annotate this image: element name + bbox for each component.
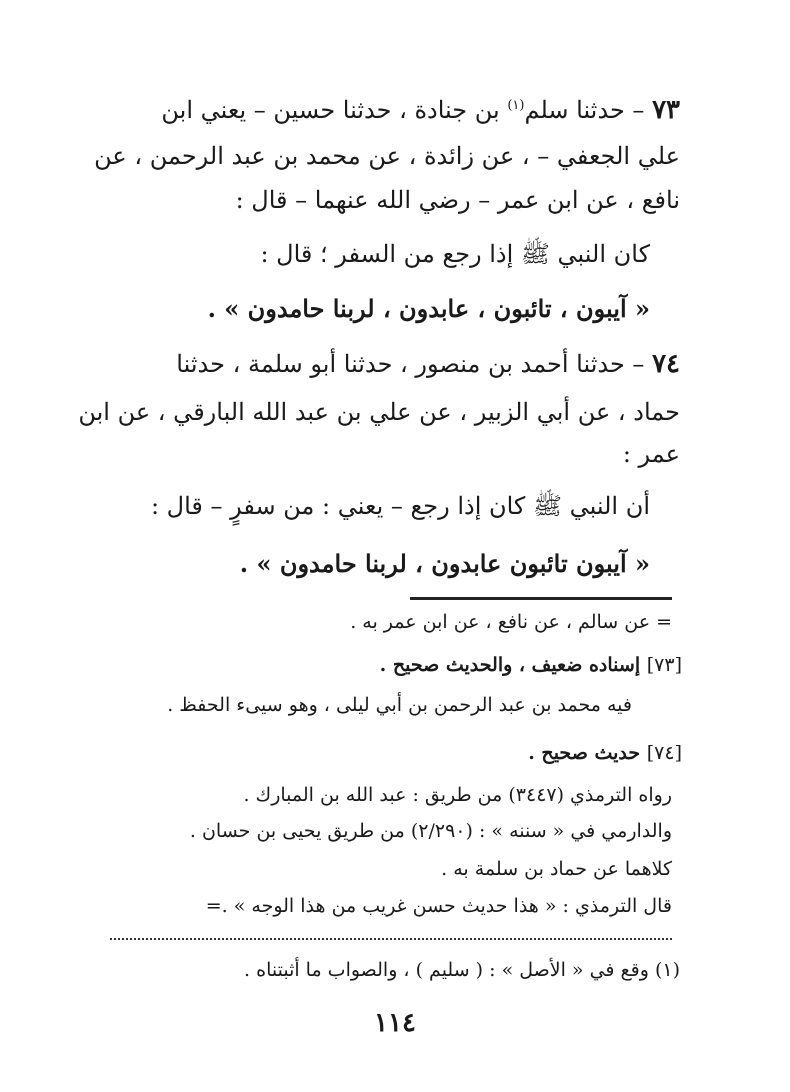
grading: حديث صحيح . <box>528 742 647 764</box>
footnote-ref: [٧٣] <box>646 654 682 676</box>
hadith-74-line-3: عمر : <box>622 440 680 468</box>
footnote-74-line-3: كلاهما عن حماد بن سلمة به . <box>441 858 672 880</box>
hadith-73-line-3: نافع ، عن ابن عمر – رضي الله عنهما – قال : <box>235 186 680 214</box>
footnote-73-heading <box>380 652 682 678</box>
endnote-1: (١) وقع في « الأصل » : ( سليم ) ، والصواب ما أثبتناه . <box>244 959 680 981</box>
hadith-74-line-2: حماد ، عن أبي الزبير ، عن علي بن عبد الله البارقي ، عن ابن <box>78 398 680 426</box>
hadith-number: ٧٤ <box>652 349 680 379</box>
hadith-text: – حدثنا سلم <box>524 96 653 124</box>
grading: إسناده ضعيف ، والحديث صحيح . <box>379 654 647 676</box>
footnote-74-line-1: رواه الترمذي (٣٤٤٧) من طريق : عبد الله بن المبارك . <box>243 784 672 806</box>
footnote-separator <box>410 597 672 600</box>
endnote-separator <box>110 938 672 940</box>
hadith-74-dua: « آيبون تائبون عابدون ، لربنا حامدون » . <box>239 549 650 578</box>
hadith-73-line-1 <box>161 90 680 126</box>
hadith-73-line-2: علي الجعفي – ، عن زائدة ، عن محمد بن عبد الرحمن ، عن <box>94 142 680 170</box>
footnote-ref: [٧٤] <box>646 742 682 764</box>
footnote-74-heading <box>528 740 682 766</box>
hadith-73-line-4: كان النبي ﷺ إذا رجع من السفر ؛ قال : <box>260 240 650 268</box>
footnote-continuation: = عن سالم ، عن نافع ، عن ابن عمر به . <box>350 611 672 633</box>
hadith-74-line-1 <box>176 348 680 380</box>
footnote-marker: (١) <box>507 98 525 113</box>
hadith-number: ٧٣ <box>652 95 680 125</box>
page-number: ١١٤ <box>374 1008 416 1038</box>
hadith-73-dua: « آيبون ، تائبون ، عابدون ، لربنا حامدون » . <box>207 294 650 323</box>
hadith-74-line-4: أن النبي ﷺ كان إذا رجع – يعني : من سفرٍ – قال : <box>150 492 650 520</box>
hadith-text: بن جنادة ، حدثنا حسين – يعني ابن <box>161 96 508 124</box>
footnote-74-line-2: والدارمي في « سننه » : (٢/٢٩٠) من طريق يحيى بن حسان . <box>189 820 672 842</box>
hadith-text: – حدثنا أحمد بن منصور ، حدثنا أبو سلمة ، حدثنا <box>176 350 653 378</box>
footnote-74-line-4: قال الترمذي : « هذا حديث حسن غريب من هذا الوجه » .= <box>205 895 672 917</box>
footnote-73-note: فيه محمد بن عبد الرحمن بن أبي ليلى ، وهو سيىء الحفظ . <box>167 694 632 716</box>
